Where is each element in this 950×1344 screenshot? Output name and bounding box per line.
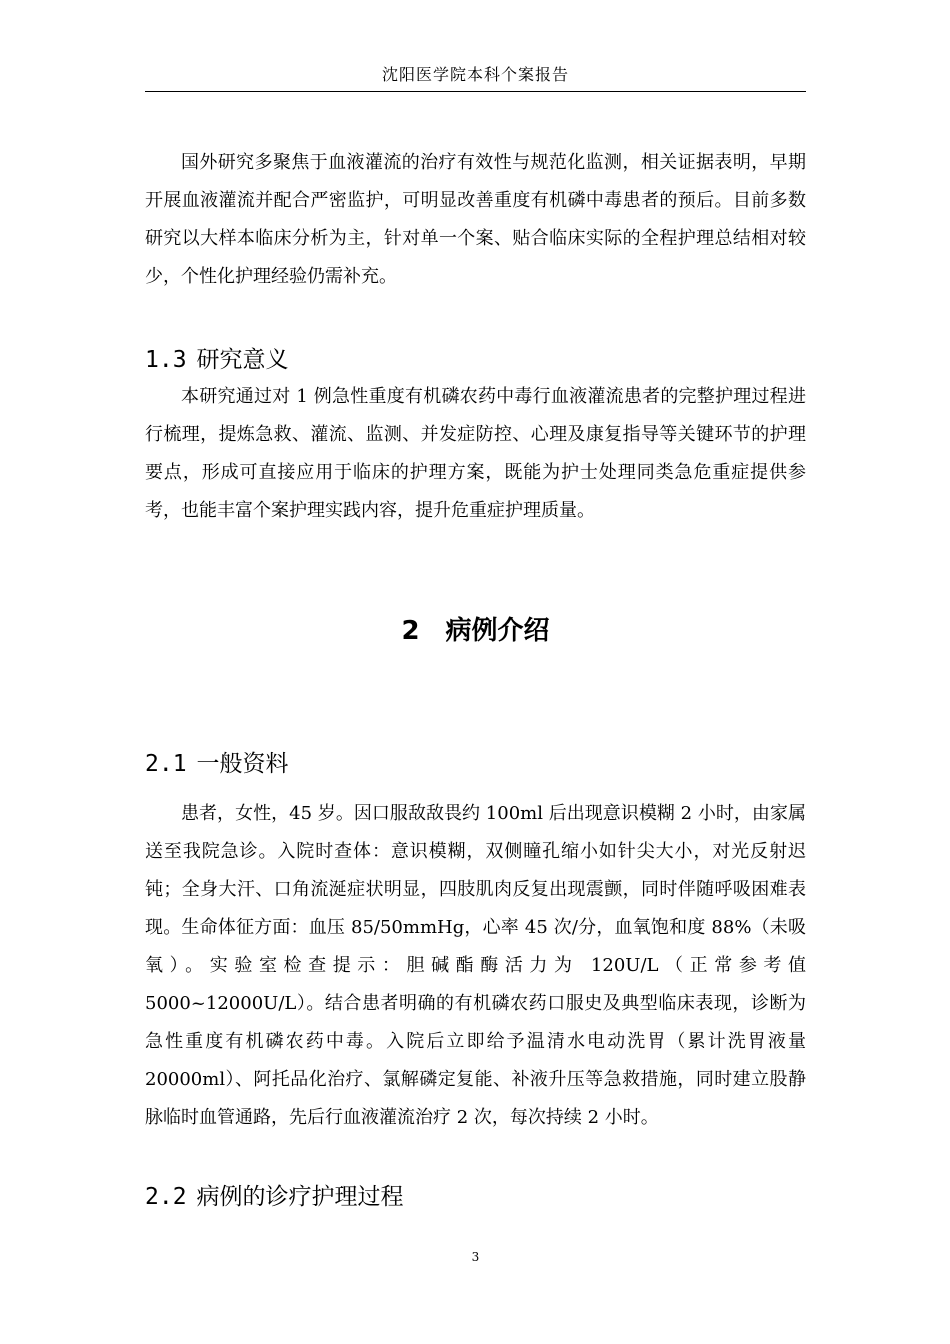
- section-2-1-paragraph: 患者，女性，45 岁。因口服敌敌畏约 100ml 后出现意识模糊 2 小时，由家属送至我院急诊。入院时查体：意识模糊，双侧瞳孔缩小如针尖大小，对光反射迟钝；全身大汗、口角流涎症状明显，四肢肌肉反复出现震颤，同时伴随呼吸困难表现。生命体征方面：血压 85/50mmHg，心率 45 次/分，血氧饱和度 88%（未吸氧）。实验室检查提示：胆碱酯酶活力为 120U/L（正常参考值 5000~12000U/L）。结合患者明确的有机磷农药口服史及典型临床表现，诊断为急性重度有机磷农药中毒。入院后立即给予温清水电动洗胃（累计洗胃液量 20000ml）、阿托品化治疗、氯解磷定复能、补液升压等急救措施，同时建立股静脉临时血管通路，先后行血液灌流治疗 2 次，每次持续 2 小时。: [145, 803, 806, 1128]
- header-rule: [145, 91, 806, 92]
- section-number: 1.3: [145, 347, 187, 373]
- section-title: 病例的诊疗护理过程: [196, 1184, 404, 1210]
- chapter-heading-2: [145, 614, 806, 648]
- section-heading-1-3: [145, 345, 289, 375]
- section-heading-2-2: [145, 1182, 404, 1212]
- chapter-title: 病例介绍: [445, 616, 550, 646]
- section-number: 2.2: [145, 1184, 187, 1210]
- section-1-3-paragraph: 本研究通过对 1 例急性重度有机磷农药中毒行血液灌流患者的完整护理过程进行梳理，提炼急救、灌流、监测、并发症防控、心理及康复指导等关键环节的护理要点，形成可直接应用于临床的护理方案，既能为护士处理同类急危重症提供参考，也能丰富个案护理实践内容，提升危重症护理质量。: [145, 386, 806, 521]
- section-title: 研究意义: [196, 347, 289, 373]
- chapter-number: 2: [401, 616, 420, 646]
- section-heading-2-1: [145, 749, 289, 779]
- running-header: 沈阳医学院本科个案报告: [381, 65, 569, 84]
- page-number: 3: [471, 1250, 480, 1264]
- section-title: 一般资料: [196, 751, 289, 777]
- intro-paragraph: 国外研究多聚焦于血液灌流的治疗有效性与规范化监测，相关证据表明，早期开展血液灌流并配合严密监护，可明显改善重度有机磷中毒患者的预后。目前多数研究以大样本临床分析为主，针对单一个案、贴合临床实际的全程护理总结相对较少，个性化护理经验仍需补充。: [145, 152, 806, 287]
- section-number: 2.1: [145, 751, 187, 777]
